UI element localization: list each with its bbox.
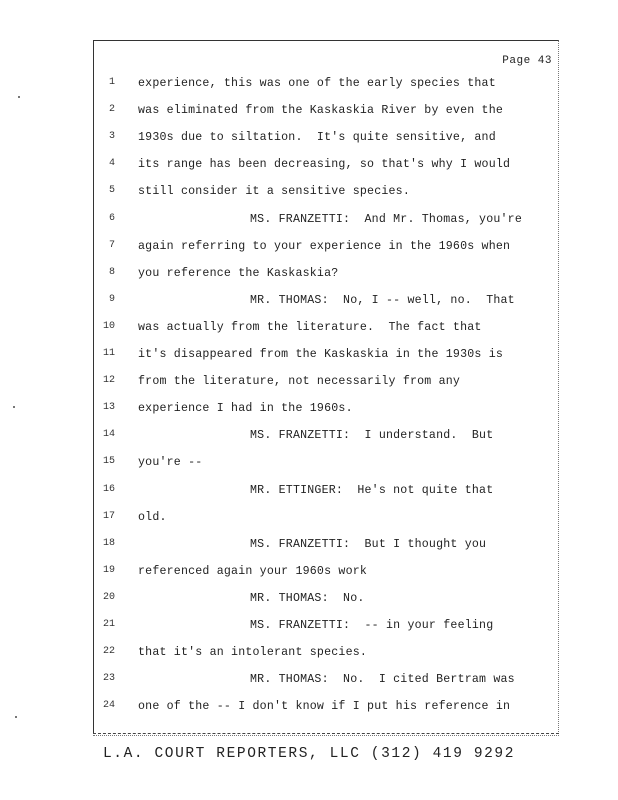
line-text: was eliminated from the Kaskaskia River by even the [138, 104, 504, 118]
transcript-line [94, 375, 558, 401]
line-number: 22 [102, 646, 115, 658]
line-text: 1930s due to siltation. It's quite sensitive, and [138, 131, 496, 145]
line-text: still consider it a sensitive species. [138, 185, 410, 199]
line-number: 13 [102, 402, 115, 414]
line-number: 10 [102, 320, 115, 332]
transcript-page [93, 40, 559, 734]
line-text: experience I had in the 1960s. [138, 402, 353, 416]
line-number: 19 [102, 564, 115, 576]
line-number: 21 [102, 619, 115, 630]
line-number: 2 [108, 104, 115, 116]
line-number: 16 [102, 483, 115, 495]
line-number: 1 [108, 77, 115, 88]
line-text: it's disappeared from the Kaskaskia in the 1930s is [138, 348, 504, 361]
transcript-line [94, 592, 558, 618]
transcript-line [94, 646, 558, 672]
transcript-line [94, 104, 558, 130]
line-number: 6 [108, 212, 115, 224]
transcript-line [94, 321, 558, 347]
transcript-line [94, 131, 558, 157]
line-text: was actually from the literature. The fact that [138, 320, 482, 334]
line-text: from the literature, not necessarily from any [138, 375, 461, 389]
line-text: referenced again your 1960s work [138, 564, 368, 578]
line-number: 14 [102, 429, 115, 441]
transcript-line [94, 429, 558, 455]
transcript-line [94, 673, 558, 699]
line-number: 8 [108, 266, 115, 278]
line-number: 15 [102, 456, 115, 468]
transcript-line [94, 700, 558, 726]
speaker-line-text: MR. THOMAS: No. I cited Bertram was [250, 673, 515, 687]
margin-mark [13, 406, 15, 408]
transcript-line [94, 456, 558, 482]
line-text: you're -- [138, 456, 203, 470]
line-text: experience, this was one of the early species that [138, 77, 496, 90]
transcript-line [94, 402, 558, 428]
line-number: 4 [108, 158, 115, 170]
speaker-line-text: MR. THOMAS: No. [250, 591, 365, 605]
transcript-line [94, 77, 558, 103]
transcript-line [94, 213, 558, 239]
page-bottom-border [93, 733, 559, 736]
line-text: again referring to your experience in the 1960s when [138, 239, 511, 253]
transcript-line [94, 484, 558, 510]
transcript-line [94, 267, 558, 293]
line-number: 7 [108, 239, 115, 251]
transcript-line [94, 511, 558, 537]
line-text: that it's an intolerant species. [138, 646, 368, 660]
transcript-line [94, 619, 558, 645]
transcript-line [94, 565, 558, 591]
line-number: 11 [102, 348, 115, 359]
transcript-line [94, 348, 558, 374]
line-number: 17 [102, 510, 115, 522]
speaker-line-text: MS. FRANZETTI: But I thought you [250, 537, 487, 551]
line-text: its range has been decreasing, so that's why I would [138, 158, 511, 172]
line-number: 5 [108, 185, 115, 197]
speaker-line-text: MS. FRANZETTI: And Mr. Thomas, you're [250, 212, 522, 226]
speaker-line-text: MR. ETTINGER: He's not quite that [250, 483, 494, 497]
court-reporter-footer: L.A. COURT REPORTERS, LLC (312) 419 9292 [102, 746, 516, 762]
line-text: you reference the Kaskaskia? [138, 266, 339, 280]
margin-mark [18, 96, 20, 98]
transcript-line [94, 185, 558, 211]
line-number: 23 [102, 673, 115, 685]
transcript-line [94, 240, 558, 266]
page-number: Page 43 [502, 55, 552, 67]
line-text: old. [138, 510, 167, 524]
transcript-line [94, 158, 558, 184]
line-number: 20 [102, 591, 115, 603]
speaker-line-text: MS. FRANZETTI: I understand. But [250, 429, 494, 443]
transcript-line [94, 294, 558, 320]
line-text: one of the -- I don't know if I put his reference in [138, 700, 511, 714]
line-number: 3 [108, 131, 115, 143]
line-number: 9 [108, 293, 115, 305]
line-number: 12 [102, 375, 115, 387]
speaker-line-text: MR. THOMAS: No, I -- well, no. That [250, 293, 515, 307]
line-number: 18 [102, 537, 115, 549]
line-number: 24 [102, 700, 115, 712]
transcript-line [94, 538, 558, 564]
speaker-line-text: MS. FRANZETTI: -- in your feeling [250, 619, 494, 632]
margin-mark [15, 716, 17, 718]
